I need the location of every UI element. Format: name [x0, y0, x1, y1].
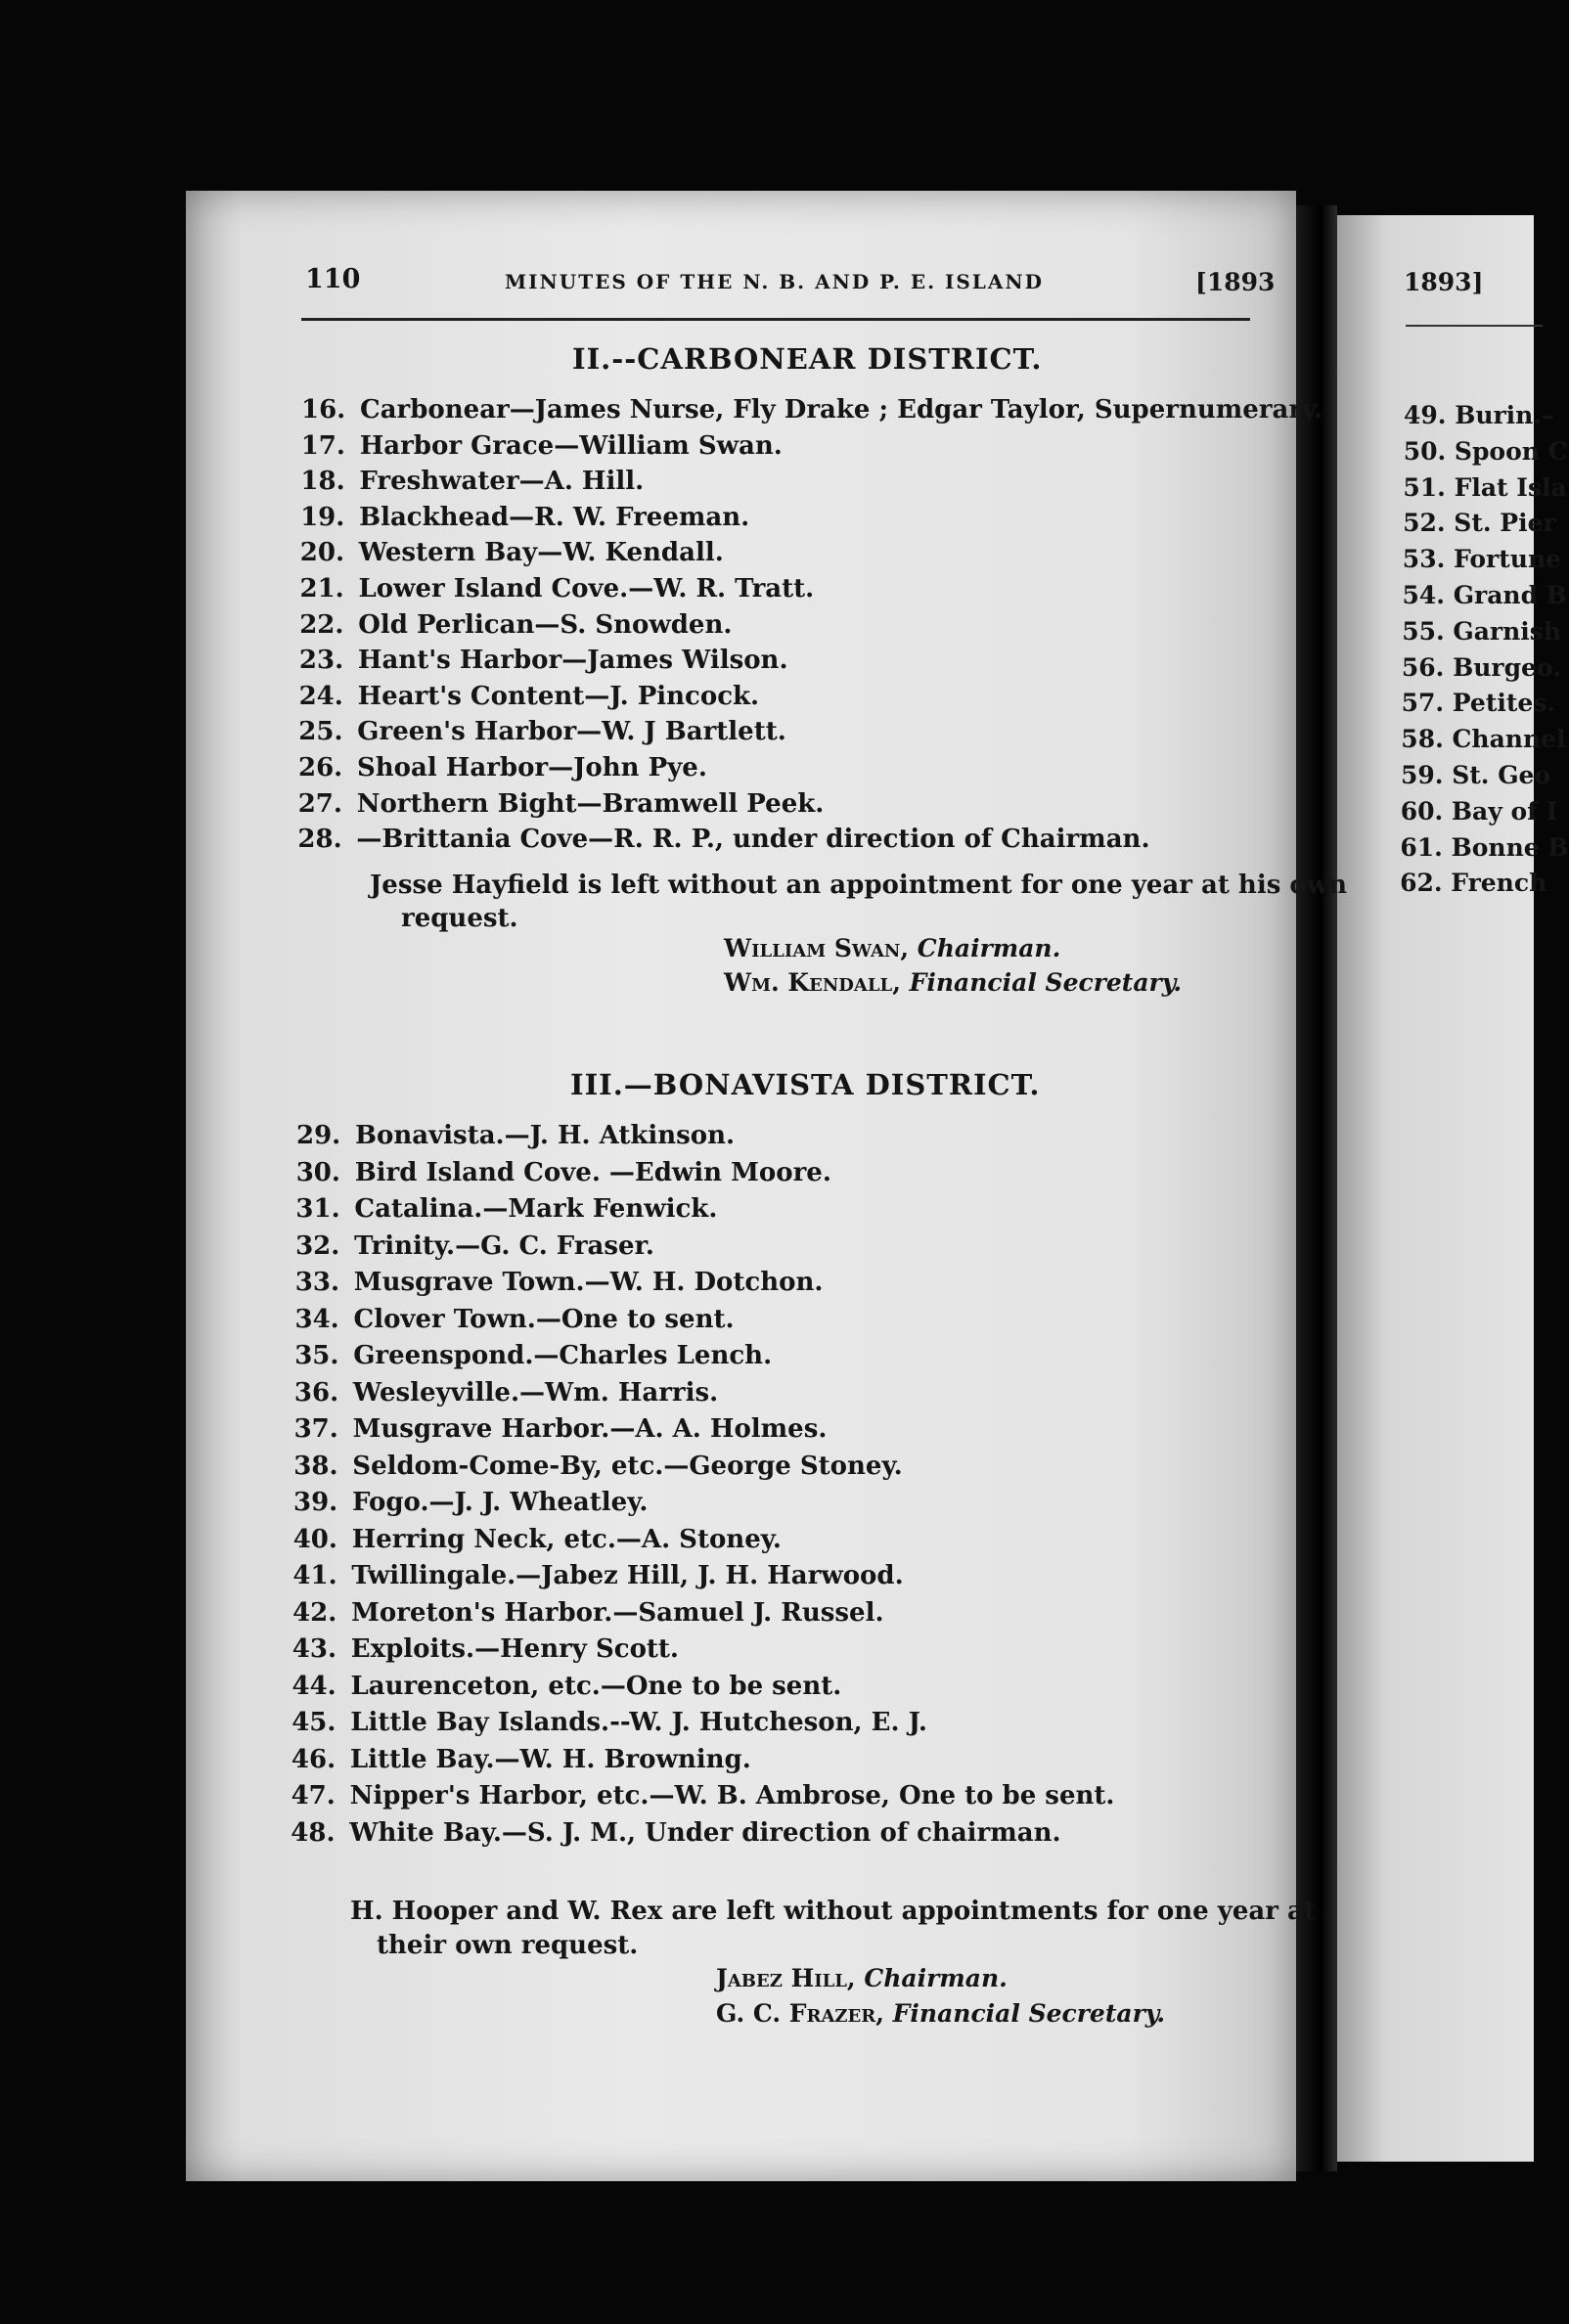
entry-number: 33.: [294, 1268, 340, 1297]
entry-text: Northern Bight—Bramwell Peek.: [356, 788, 825, 819]
entry-number: 25.: [298, 717, 343, 747]
entry-text: Little Bay.—W. H. Browning.: [349, 1744, 751, 1774]
list-item: [300, 503, 749, 532]
list-item: [298, 789, 825, 819]
entry-number: 41.: [292, 1561, 337, 1590]
entry-text: Heart's Content—J. Pincock.: [357, 681, 760, 711]
entry-text: Little Bay Islands.--W. J. Hutcheson, E. J.: [350, 1708, 927, 1737]
entry-number: 27.: [297, 788, 342, 819]
list-item: [292, 1561, 903, 1590]
running-title: MINUTES OF THE N. B. AND P. E. ISLAND: [505, 270, 1045, 293]
entry-number: 22.: [299, 609, 344, 640]
header-rule: [301, 318, 1250, 321]
entry-text: Catalina.—Mark Fenwick.: [354, 1194, 718, 1224]
entry-number: 19.: [300, 502, 345, 532]
list-item: [294, 1414, 828, 1444]
signatory-role: Chairman.: [917, 934, 1061, 962]
list-item: [300, 538, 724, 567]
list-item: [291, 1708, 927, 1737]
entry-text: Laurenceton, etc.—One to be sent.: [350, 1671, 842, 1701]
entry-number: 20.: [299, 538, 345, 568]
page-number: 110: [305, 264, 361, 294]
header-year: [1893: [1195, 268, 1276, 296]
entry-number: 39.: [293, 1488, 338, 1517]
list-item: [299, 646, 788, 675]
list-item: [293, 1452, 902, 1481]
entry-number: 42.: [292, 1597, 337, 1628]
carbonear-note-line2: request.: [401, 904, 518, 933]
list-item: 52. St. Pier: [1403, 509, 1556, 538]
book-spine: [1296, 205, 1337, 2171]
entry-text: Fogo.—J. J. Wheatley.: [352, 1488, 649, 1517]
entry-number: 40.: [292, 1524, 337, 1554]
list-item: [294, 1341, 772, 1370]
list-item: [294, 1378, 718, 1408]
list-item: 60. Bay of I: [1400, 796, 1558, 826]
entry-text: Lower Island Cove.—W. R. Tratt.: [358, 574, 815, 603]
right-header-rule: [1406, 325, 1543, 327]
entry-number: 34.: [294, 1304, 339, 1334]
list-item: [298, 717, 786, 746]
bonavista-note-line2: their own request.: [377, 1931, 639, 1960]
entry-number: 43.: [291, 1634, 337, 1664]
entry-text: Bonavista.—J. H. Atkinson.: [355, 1121, 736, 1150]
entry-number: 30.: [295, 1157, 340, 1187]
entry-text: Nipper's Harbor, etc.—W. B. Ambrose, One to be sent.: [349, 1781, 1115, 1810]
entry-number: 28.: [297, 825, 342, 855]
carbonear-district-title: II.--CARBONEAR DISTRICT.: [572, 342, 1043, 376]
entry-text: Freshwater—A. Hill.: [359, 467, 645, 497]
entry-number: 24.: [298, 681, 343, 711]
list-item: [301, 431, 783, 461]
entry-text: Moreton's Harbor.—Samuel J. Russel.: [351, 1597, 884, 1628]
entry-text: Harbor Grace—William Swan.: [359, 430, 783, 461]
right-page-year: 1893]: [1404, 268, 1484, 296]
entry-text: Old Perlican—S. Snowden.: [358, 609, 733, 640]
entry-number: 32.: [295, 1230, 340, 1261]
entry-number: 46.: [291, 1744, 336, 1774]
signatory-role: Chairman.: [864, 1964, 1008, 1992]
list-item: [299, 682, 760, 711]
list-item: [295, 1194, 717, 1224]
list-item: 61. Bonne B: [1400, 832, 1569, 862]
signatory-role: Financial Secretary.: [909, 968, 1183, 997]
list-item: [295, 1268, 824, 1297]
entry-number: 35.: [294, 1341, 339, 1370]
entry-text: Twillingale.—Jabez Hill, J. H. Harwood.: [351, 1561, 904, 1590]
entry-number: 45.: [291, 1708, 336, 1737]
list-item: [293, 1525, 782, 1554]
entry-number: 48.: [291, 1817, 336, 1848]
list-item: [296, 1121, 735, 1150]
list-item: [295, 1231, 654, 1261]
entry-number: 37.: [293, 1414, 338, 1444]
list-item: [301, 395, 1322, 425]
bonavista-district-title: III.—BONAVISTA DISTRICT.: [570, 1068, 1041, 1101]
list-item: 58. Channel: [1401, 725, 1566, 754]
entry-text: Hant's Harbor—James Wilson.: [357, 646, 788, 676]
entry-number: 26.: [298, 753, 343, 782]
list-item: [299, 610, 732, 640]
list-item: [297, 825, 1149, 854]
entry-text: Wesleyville.—Wm. Harris.: [352, 1377, 719, 1408]
entry-number: 29.: [296, 1121, 341, 1150]
signatory-role: Financial Secretary.: [892, 1999, 1166, 2028]
list-item: 49. Burin.–: [1404, 401, 1554, 429]
entry-number: 23.: [298, 646, 344, 676]
entry-number: 18.: [300, 467, 345, 497]
list-item: [295, 1305, 735, 1334]
list-item: [291, 1745, 751, 1774]
entry-text: Trinity.—G. C. Fraser.: [354, 1230, 654, 1261]
carbonear-note-line1: Jesse Hayfield is left without an appointment for one year at his own: [370, 871, 1348, 900]
bonavista-secretary-signature: [716, 1999, 1165, 2028]
signatory-name: William Swan,: [724, 934, 910, 962]
entry-number: 21.: [299, 574, 344, 603]
list-item: [300, 467, 644, 496]
bonavista-chairman-signature: [716, 1964, 1008, 1992]
entry-text: Clover Town.—One to sent.: [353, 1304, 735, 1334]
entry-text: Exploits.—Henry Scott.: [350, 1634, 679, 1664]
list-item: 57. Petites.: [1401, 689, 1556, 718]
signatory-name: G. C. Frazer,: [716, 1999, 884, 2028]
entry-number: 16.: [301, 395, 346, 425]
list-item: 55. Garnish: [1402, 616, 1562, 646]
list-item: [296, 1158, 831, 1187]
entry-number: 36.: [293, 1377, 339, 1408]
signatory-name: Wm. Kendall,: [724, 968, 901, 997]
right-page: [1337, 215, 1569, 2162]
entry-text: Musgrave Town.—W. H. Dotchon.: [353, 1268, 824, 1297]
list-item: 62. French: [1400, 869, 1547, 898]
list-item: 50. Spoon C: [1403, 436, 1568, 466]
list-item: [292, 1634, 679, 1664]
entry-text: Seldom-Come-By, etc.—George Stoney.: [352, 1451, 903, 1481]
entry-number: 31.: [295, 1194, 340, 1224]
list-item: 59. St. Geo: [1401, 761, 1551, 789]
entry-text: Carbonear—James Nurse, Fly Drake ; Edgar Taylor, Supernumerary.: [360, 395, 1323, 425]
bonavista-note-line1: H. Hooper and W. Rex are left without appointments for one year at: [350, 1897, 1316, 1926]
entry-number: 47.: [291, 1781, 336, 1810]
entry-number: 17.: [300, 430, 345, 461]
list-item: [292, 1598, 883, 1628]
entry-number: 38.: [293, 1451, 338, 1481]
list-item: 53. Fortune: [1402, 545, 1562, 574]
list-item: [291, 1781, 1115, 1810]
list-item: 54. Grand B: [1402, 581, 1567, 609]
carbonear-secretary-signature: [724, 968, 1182, 997]
list-item: [293, 1488, 648, 1517]
entry-text: Blackhead—R. W. Freeman.: [359, 502, 750, 532]
list-item: 51. Flat Isla: [1403, 472, 1567, 502]
entry-text: Musgrave Harbor.—A. A. Holmes.: [352, 1414, 828, 1444]
list-item: [291, 1818, 1060, 1848]
entry-text: Western Bay—W. Kendall.: [358, 538, 724, 568]
carbonear-chairman-signature: [724, 934, 1060, 962]
entry-text: Green's Harbor—W. J Bartlett.: [357, 717, 786, 747]
list-item: 56. Burgeo.: [1401, 652, 1561, 682]
list-item: [298, 753, 707, 782]
list-item: [292, 1672, 842, 1701]
entry-number: 44.: [291, 1671, 336, 1701]
entry-text: White Bay.—S. J. M., Under direction of chairman.: [349, 1817, 1061, 1848]
entry-text: Shoal Harbor—John Pye.: [357, 753, 707, 782]
entry-text: Greenspond.—Charles Lench.: [353, 1341, 773, 1370]
signatory-name: Jabez Hill,: [716, 1964, 856, 1992]
entry-text: Bird Island Cove. —Edwin Moore.: [354, 1157, 831, 1187]
list-item: [300, 574, 815, 603]
entry-text: Herring Neck, etc.—A. Stoney.: [351, 1524, 782, 1554]
entry-text: —Brittania Cove—R. R. P., under direction of Chairman.: [356, 825, 1150, 855]
